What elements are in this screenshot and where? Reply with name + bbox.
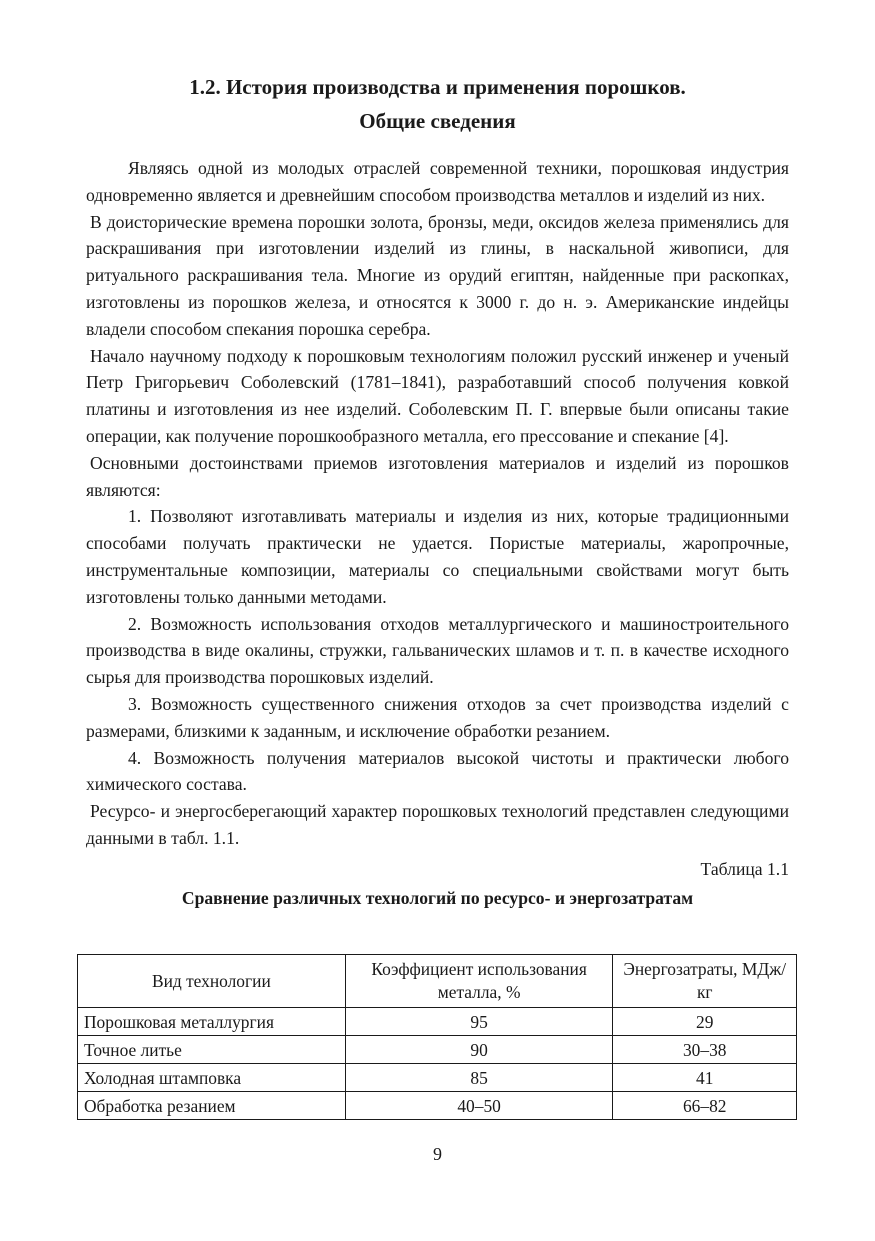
cell-technology: Точное литье [78,1036,346,1064]
cell-energy: 66–82 [613,1092,797,1120]
cell-energy: 30–38 [613,1036,797,1064]
section-heading [86,70,789,138]
cell-technology: Обработка резанием [78,1092,346,1120]
header-technology-type: Вид технологии [78,955,346,1008]
table-caption: Таблица 1.1 [700,858,789,879]
cell-technology: Порошковая металлургия [78,1008,346,1036]
cell-coefficient: 95 [345,1008,613,1036]
paragraph-intro: Являясь одной из молодых отраслей современной техники, порошковая индустрия одновременно является и древнейшим способом производства металлов и изделий из них. [86,158,789,205]
cell-technology: Холодная штамповка [78,1064,346,1092]
header-energy-costs: Энергозатраты, МДж/кг [613,955,797,1008]
paragraph-sobolevsky: Начало научному подходу к порошковым технологиям положил русский инженер и ученый Петр Григорьевич Соболевский (1781–1841), разработавший способ получения ковкой платины и изготовления из нее изделий. Соболевским П. Г. впервые были описаны такие операции, как получение порошкообразного металла, его прессование и спекание [4]. [86,345,789,446]
table-row [78,1064,797,1092]
cell-coefficient: 90 [345,1036,613,1064]
cell-energy: 29 [613,1008,797,1036]
paragraph-table-reference: Ресурсо- и энергосберегающий характер порошковых технологий представлен следующими данными в табл. 1.1. [86,801,789,848]
page-content [86,70,789,912]
comparison-table [77,954,797,1120]
list-item-advantage-2: 2. Возможность использования отходов металлургического и машиностроительного производства в виде окалины, стружки, гальванических шламов и т. п. в качестве исходного сырья для производства порошковых изделий. [86,613,789,688]
table-header-row [78,955,797,1008]
table-row [78,1092,797,1120]
list-item-advantage-1: 1. Позволяют изготавливать материалы и изделия из них, которые традиционными способами получать практически не удается. Пористые материалы, жаропрочные, инструментальные композиции, материалы со специальными свойствами могут быть изготовлены только данными методами. [86,506,789,607]
cell-coefficient: 40–50 [345,1092,613,1120]
list-item-advantage-4: 4. Возможность получения материалов высокой чистоты и практически любого химического состава. [86,747,789,795]
table-row [78,1008,797,1036]
table-title: Сравнение различных технологий по ресурсо- и энергозатратам [181,887,694,908]
paragraph-advantages-lead: Основными достоинствами приемов изготовления материалов и изделий из порошков являются: [86,452,789,500]
page-number: 9 [433,1144,442,1164]
header-metal-usage-coefficient: Коэффициент использования металла, % [345,955,613,1008]
section-heading-line-2: Общие сведения [359,109,516,133]
list-item-advantage-3: 3. Возможность существенного снижения отходов за счет производства изделий с размерами, близкими к заданным, и исключение обработки резанием. [86,693,789,741]
paragraph-prehistoric: В доисторические времена порошки золота, бронзы, меди, оксидов железа применялись для раскрашивания при изготовлении изделий из глины, в наскальной живописи, для ритуального раскрашивания тела. Многие из орудий египтян, найденные при раскопках, изготовлены из порошков железа, и относятся к 3000 г. до н. э. Американские индейцы владели способом спекания порошка серебра. [86,211,789,339]
table-row [78,1036,797,1064]
cell-energy: 41 [613,1064,797,1092]
section-heading-line-1: 1.2. История производства и применения порошков. [189,75,686,99]
cell-coefficient: 85 [345,1064,613,1092]
